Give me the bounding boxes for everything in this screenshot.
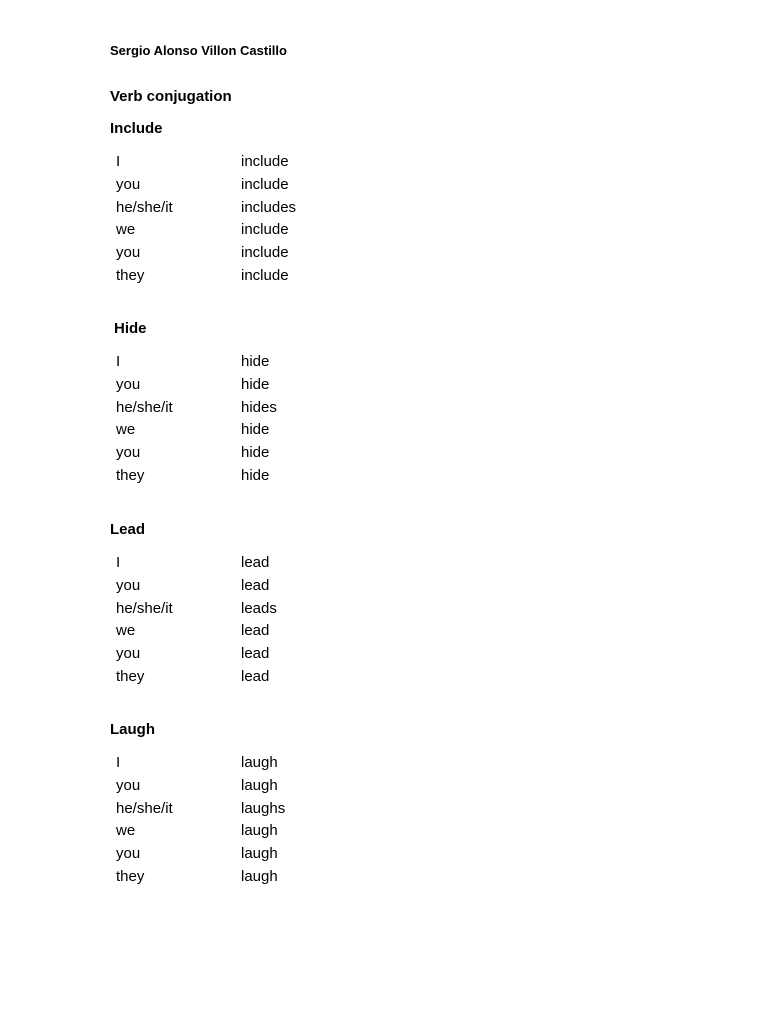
pronoun: I	[116, 153, 121, 170]
verb-form: lead	[241, 622, 270, 640]
conjugation-row	[110, 752, 410, 775]
conjugation-row	[110, 666, 410, 689]
conjugation-row	[110, 866, 410, 889]
pronoun: you	[116, 444, 141, 462]
conjugation-row	[110, 397, 414, 420]
conjugation-row	[110, 620, 410, 643]
conjugation-row	[110, 465, 414, 488]
conjugation-row	[110, 265, 410, 288]
verb-form: lead	[241, 667, 270, 685]
document-title: Verb conjugation	[110, 88, 232, 105]
pronoun: you	[116, 645, 141, 663]
pronoun: I	[116, 554, 121, 571]
pronoun: he/she/it	[116, 799, 173, 817]
conjugation-row	[110, 775, 410, 798]
pronoun: you	[116, 776, 141, 794]
conjugation-row	[110, 798, 410, 821]
conjugation-row	[110, 552, 410, 575]
conjugation-row	[110, 598, 410, 621]
verb-form: include	[241, 244, 289, 262]
verb-section-lead	[110, 520, 410, 689]
verb-section-hide	[114, 319, 414, 488]
pronoun: you	[116, 576, 141, 594]
verb-form: hide	[241, 375, 270, 393]
verb-form: include	[241, 266, 289, 284]
verb-form: laugh	[241, 754, 278, 771]
pronoun: we	[116, 822, 136, 840]
conjugation-table	[110, 552, 410, 689]
verb-form: hide	[241, 421, 270, 439]
pronoun: they	[116, 667, 145, 685]
verb-section-include	[110, 119, 410, 288]
conjugation-row	[110, 174, 410, 197]
conjugation-row	[110, 374, 414, 397]
verb-form: lead	[241, 576, 270, 594]
conjugation-row	[110, 419, 414, 442]
pronoun: he/she/it	[116, 198, 173, 216]
conjugation-table	[110, 351, 414, 488]
conjugation-row	[110, 197, 410, 220]
pronoun: you	[116, 375, 141, 393]
verb-form: laughs	[241, 799, 286, 817]
verb-heading: Laugh	[110, 721, 155, 738]
conjugation-row	[110, 351, 414, 374]
verb-form: hide	[241, 444, 270, 462]
pronoun: you	[116, 244, 141, 262]
conjugation-table	[110, 752, 410, 889]
pronoun: I	[116, 754, 121, 771]
verb-heading: Include	[110, 120, 163, 137]
pronoun: you	[116, 175, 141, 193]
author-name: Sergio Alonso Villon Castillo	[110, 43, 287, 58]
pronoun: you	[116, 845, 141, 863]
conjugation-row	[110, 219, 410, 242]
verb-form: leads	[241, 599, 277, 617]
conjugation-row	[110, 643, 410, 666]
pronoun: they	[116, 867, 145, 885]
verb-form: hides	[241, 398, 277, 416]
conjugation-row	[110, 575, 410, 598]
pronoun: they	[116, 266, 145, 284]
verb-form: lead	[241, 554, 270, 571]
verb-form: laugh	[241, 845, 278, 863]
verb-form: include	[241, 221, 289, 239]
pronoun: they	[116, 466, 145, 484]
conjugation-row	[110, 843, 410, 866]
verb-heading: Lead	[110, 521, 146, 538]
pronoun: we	[116, 221, 136, 239]
pronoun: he/she/it	[116, 599, 173, 617]
conjugation-row	[110, 151, 410, 174]
pronoun: he/she/it	[116, 398, 173, 416]
verb-form: hide	[241, 353, 270, 370]
verb-form: includes	[241, 198, 297, 216]
verb-heading: Hide	[114, 320, 147, 337]
conjugation-table	[110, 151, 410, 288]
verb-form: include	[241, 175, 289, 193]
verb-form: include	[241, 153, 289, 170]
pronoun: we	[116, 421, 136, 439]
verb-form: lead	[241, 645, 270, 663]
pronoun: I	[116, 353, 121, 370]
pronoun: we	[116, 622, 136, 640]
verb-form: laugh	[241, 867, 278, 885]
verb-form: hide	[241, 466, 270, 484]
conjugation-row	[110, 242, 410, 265]
verb-section-laugh	[110, 720, 410, 889]
conjugation-row	[110, 442, 414, 465]
verb-form: laugh	[241, 822, 278, 840]
verb-form: laugh	[241, 776, 278, 794]
conjugation-row	[110, 820, 410, 843]
